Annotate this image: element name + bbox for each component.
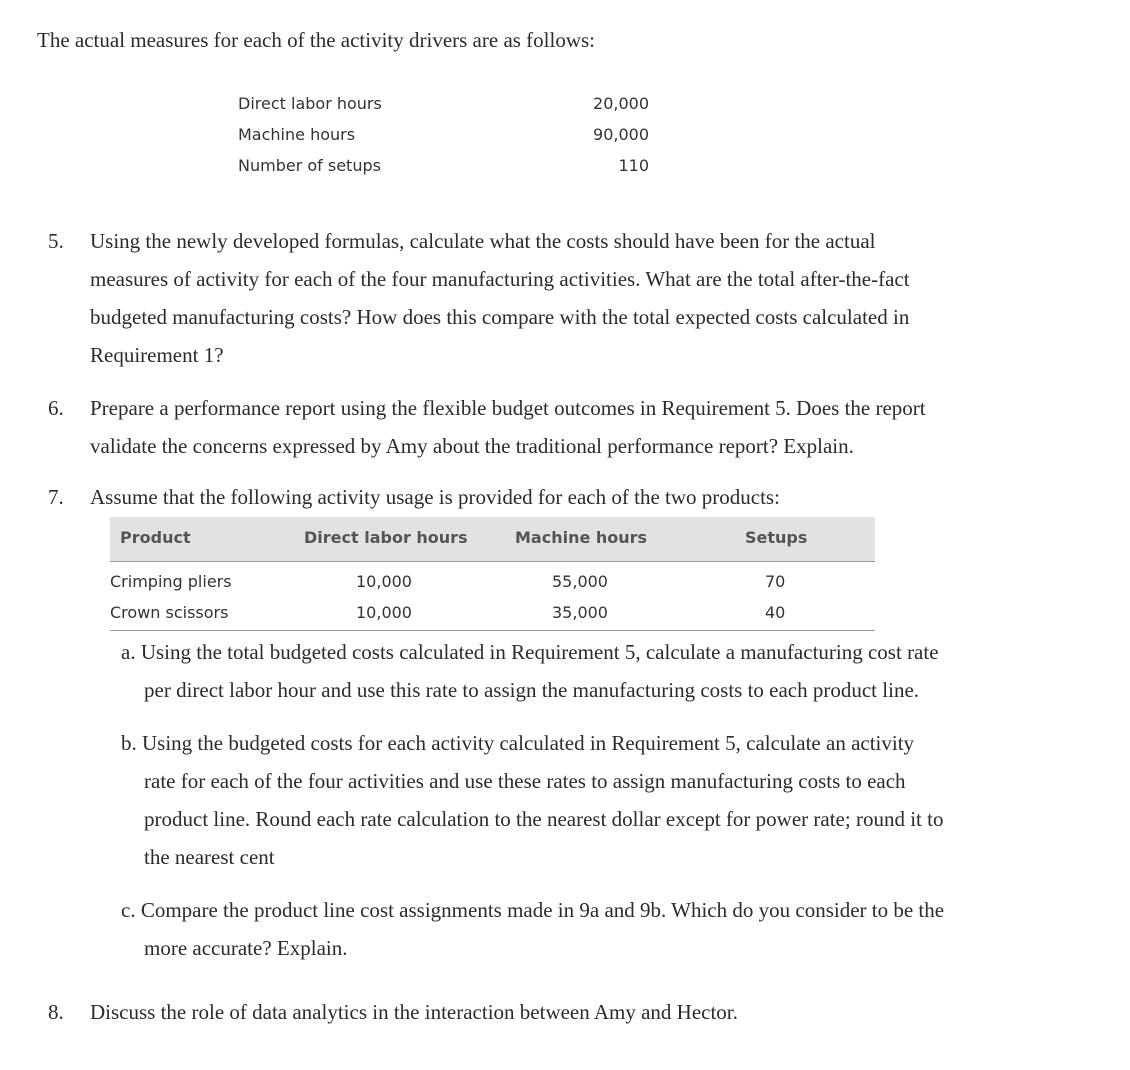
intro-text: The actual measures for each of the activity drivers are as follows:: [37, 28, 596, 52]
question-line: Using the newly developed formulas, calculate what the costs should have been for the actual: [90, 229, 876, 253]
table-cell: 35,000: [552, 603, 608, 622]
table-cell: Crimping pliers: [110, 572, 232, 591]
column-header: Machine hours: [515, 528, 648, 547]
question-line: Prepare a performance report using the flexible budget outcomes in Requirement 5. Does the report: [90, 396, 926, 420]
driver-label: Direct labor hours: [238, 94, 382, 113]
question-number: 7.: [48, 485, 64, 509]
table-row: [110, 566, 875, 597]
table-cell: 10,000: [356, 572, 412, 591]
table-cell: 55,000: [552, 572, 608, 591]
question-line: c. Compare the product line cost assignments made in 9a and 9b. Which do you consider to be the: [121, 898, 945, 922]
driver-label: Number of setups: [238, 156, 381, 175]
question-line: more accurate? Explain.: [144, 936, 348, 960]
question-number: 6.: [48, 396, 64, 420]
table-cell: Crown scissors: [110, 603, 229, 622]
table-cell: 40: [765, 603, 786, 622]
question-line: rate for each of the four activities and use these rates to assign manufacturing costs to each: [144, 769, 906, 793]
driver-label: Machine hours: [238, 125, 356, 144]
column-header: Direct labor hours: [304, 528, 468, 547]
question-line: Discuss the role of data analytics in the interaction between Amy and Hector.: [90, 1000, 738, 1024]
question-line: Requirement 1?: [90, 343, 224, 367]
question-line: per direct labor hour and use this rate to assign the manufacturing costs to each product line.: [144, 678, 920, 702]
question-number: 5.: [48, 229, 64, 253]
driver-value: 20,000: [593, 94, 649, 113]
question-line: validate the concerns expressed by Amy about the traditional performance report? Explain.: [90, 434, 854, 458]
driver-value: 110: [618, 156, 649, 175]
question-line: b. Using the budgeted costs for each activity calculated in Requirement 5, calculate an activity: [121, 731, 915, 755]
question-line: a. Using the total budgeted costs calculated in Requirement 5, calculate a manufacturing cost rate: [121, 640, 939, 664]
question-line: Assume that the following activity usage is provided for each of the two products:: [90, 485, 780, 509]
table-row: [110, 597, 875, 628]
question-line: the nearest cent: [144, 845, 275, 869]
table-bottom-rule: [110, 630, 875, 631]
driver-value: 90,000: [593, 125, 649, 144]
table-cell: 10,000: [356, 603, 412, 622]
question-line: budgeted manufacturing costs? How does this compare with the total expected costs calculated in: [90, 305, 910, 329]
activity-usage-table: [110, 517, 875, 631]
table-header-row: [110, 517, 875, 562]
column-header: Setups: [745, 528, 808, 547]
question-number: 8.: [48, 1000, 64, 1024]
question-line: measures of activity for each of the four manufacturing activities. What are the total after-the-fact: [90, 267, 910, 291]
table-cell: 70: [765, 572, 786, 591]
question-line: product line. Round each rate calculation to the nearest dollar except for power rate; round it to: [144, 807, 944, 831]
column-header: Product: [120, 528, 191, 547]
